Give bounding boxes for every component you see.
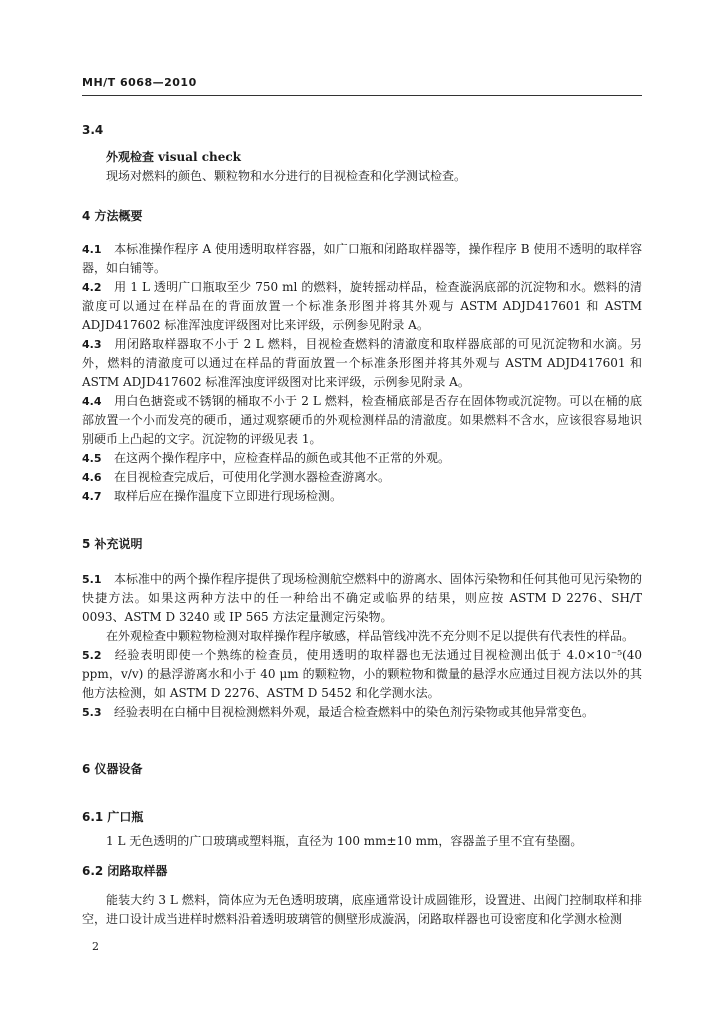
clause-4-2: 4.2 用 1 L 透明广口瓶取至少 750 ml 的燃料，旋转摇动样品，检查漩涡底部的沉淀物和水。燃料的清澈度可以通过在样品在的背面放置一个标准条形图并将其外观与 ASTM ADJD417601 和 ASTM ADJD417602 标准浑浊度评级图对比来评级，示例参见附录 A。: [82, 280, 642, 332]
clause-4-4: 4.4 用白色搪瓷或不锈钢的桶取不小于 2 L 燃料，检查桶底部是否存在固体物或沉淀物。可以在桶的底部放置一个小而发亮的硬币，通过观察硬币的外观检测样品的清澈度。如果燃料不含水，应该很容易地识别硬币上凸起的文字。沉淀物的评级见表 1。: [82, 394, 642, 446]
section-4-title: 4 方法概要: [82, 209, 143, 223]
clause-4-6: 4.6 在目视检查完成后，可使用化学测水器检查游离水。: [82, 470, 391, 484]
clause-5-3: 5.3 经验表明在白桶中目视检测燃料外观，最适合检查燃料中的染色剂污染物或其他异常变色。: [82, 705, 595, 719]
clause-4-5: 4.5 在这两个操作程序中，应检查样品的颜色或其他不正常的外观。: [82, 451, 451, 465]
clause-5-1-paragraph-2: 在外观检查中颗粒物检测对取样操作程序敏感，样品管线冲洗不充分则不足以提供有代表性的样品。: [106, 629, 635, 643]
term-definition: 现场对燃料的颜色、颗粒物和水分进行的目视检查和化学测试检查。: [106, 169, 467, 183]
term-heading: 外观检查 visual check: [106, 150, 241, 164]
subsection-6-1-title: 6.1 广口瓶: [82, 810, 144, 824]
subsection-6-1-text: 1 L 无色透明的广口玻璃或塑料瓶，直径为 100 mm±10 mm，容器盖子里不宜有垫圈。: [106, 834, 583, 848]
clause-5-2: 5.2 经验表明即使一个熟练的检查员，使用透明的取样器也无法通过目视检测出低于 4.0×10⁻⁵(40 ppm，v/v) 的悬浮游离水和小于 40 μm 的颗粒物，小的颗粒物和微量的悬浮水应通过目视方法以外的其他方法检测，如 ASTM D 2276、ASTM D 5452 和化学测水法。: [82, 648, 642, 700]
subsection-6-2-text: 能装大约 3 L 燃料，筒体应为无色透明玻璃，底座通常设计成圆锥形，设置进、出阀门控制取样和排空，进口设计成当进样时燃料沿着透明玻璃管的侧壁形成漩涡，闭路取样器也可设密度和化学测水检测: [82, 893, 642, 926]
section-5-title: 5 补充说明: [82, 537, 143, 551]
clause-4-1: 4.1 本标准操作程序 A 使用透明取样容器，如广口瓶和闭路取样器等，操作程序 B 使用不透明的取样容器，如白铺等。: [82, 242, 642, 275]
section-5-body: [82, 570, 642, 722]
page-number: 2: [92, 940, 99, 953]
section-3-4: [82, 121, 642, 186]
section-6-title: 6 仪器设备: [82, 762, 143, 776]
section-4-body: [82, 240, 642, 506]
clause-5-1: 5.1 本标准中的两个操作程序提供了现场检测航空燃料中的游离水、固体污染物和任何其他可见污染物的快捷方法。如果这两种方法中的任一种给出不确定或临界的结果，则应按 ASTM D 2276、SH/T 0093、ASTM D 3240 或 IP 565 方法定量测定污染物。: [82, 572, 643, 624]
clause-4-7: 4.7 取样后应在操作温度下立即进行现场检测。: [82, 489, 343, 503]
subsection-6-2-title: 6.2 闭路取样器: [82, 864, 168, 878]
section-number: 3.4: [82, 123, 104, 137]
clause-4-3: 4.3 用闭路取样器取不小于 2 L 燃料，目视检查燃料的清澈度和取样器底部的可见沉淀物和水滴。另外，燃料的清澈度可以通过在样品的背面放置一个标准条形图并将其外观与 ASTM ADJD417601 和 ASTM ADJD417602 标准浑浊度评级图对比来评级，示例参见附录 A。: [82, 337, 642, 389]
standard-code-header: MH/T 6068—2010: [82, 76, 197, 89]
header-rule: [82, 95, 642, 96]
